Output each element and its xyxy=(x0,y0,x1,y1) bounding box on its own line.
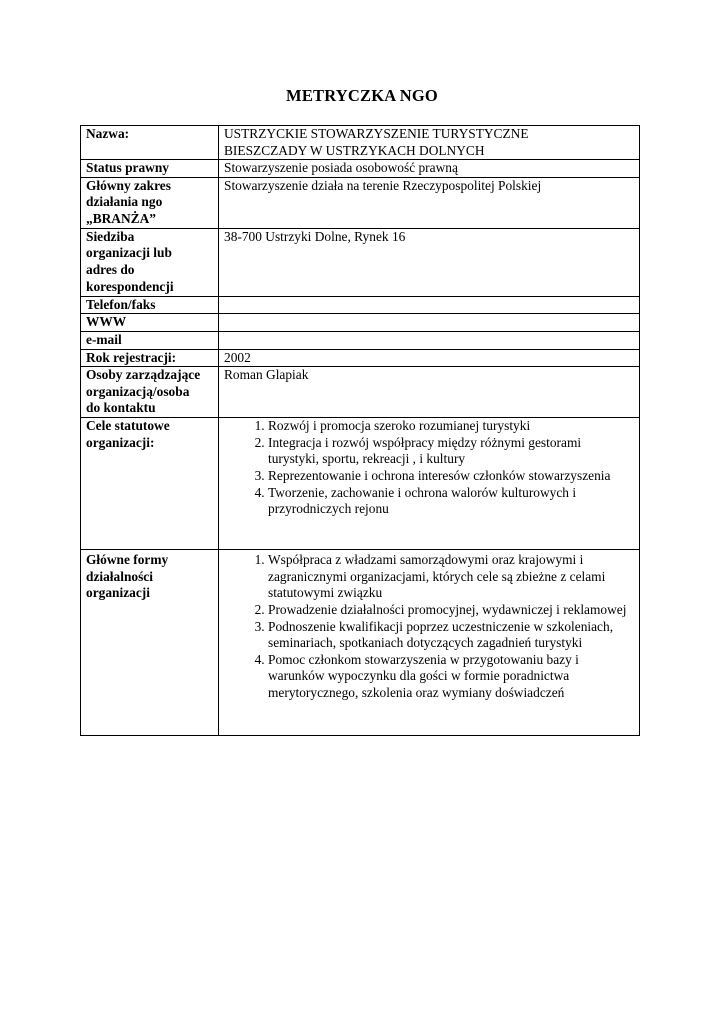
row-osoby xyxy=(81,367,640,418)
formy-list xyxy=(224,552,634,701)
label-rok: Rok rejestracji: xyxy=(81,349,219,367)
label-cele-line2: organizacji: xyxy=(86,434,155,450)
label-www: WWW xyxy=(81,314,219,332)
cele-item-1: 1. Rozwój i promocja szeroko rozumianej turystyki xyxy=(268,418,634,435)
cele-item-2: 2. Integracja i rozwój współpracy między różnymi gestorami turystyki, sportu, rekreacji , i kultury xyxy=(268,435,634,468)
label-siedziba-line2: organizacji lub xyxy=(86,245,172,261)
page-title: METRYCZKA NGO xyxy=(286,86,438,105)
row-rok xyxy=(81,349,640,367)
row-formy xyxy=(81,550,640,736)
row-email xyxy=(81,331,640,349)
label-email: e-mail xyxy=(81,331,219,349)
label-cele-line1: Cele statutowe xyxy=(86,418,170,434)
row-siedziba xyxy=(81,228,640,296)
label-osoby xyxy=(81,367,219,418)
formy-item-1: 1. Współpraca z władzami samorządowymi oraz krajowymi i zagranicznymi organizacjami, których cele są zbieżne z celami statutowymi związku xyxy=(268,552,634,602)
label-status: Status prawny xyxy=(81,160,219,178)
value-cele xyxy=(219,418,640,550)
label-formy-line2: działalności xyxy=(86,568,153,584)
label-formy-line3: organizacji xyxy=(86,585,150,601)
value-telefon xyxy=(219,296,640,314)
row-cele xyxy=(81,418,640,550)
value-email xyxy=(219,331,640,349)
formy-item-2: 2. Prowadzenie działalności promocyjnej, wydawniczej i reklamowej xyxy=(268,602,634,619)
value-nazwa-line1: USTRZYCKIE STOWARZYSZENIE TURYSTYCZNE xyxy=(224,126,529,141)
row-telefon xyxy=(81,296,640,314)
label-zakres-line1: Główny zakres xyxy=(86,177,171,193)
value-formy xyxy=(219,550,640,736)
label-zakres-line3: „BRANŻA” xyxy=(86,210,156,226)
label-siedziba-line4: korespondencji xyxy=(86,278,174,294)
value-nazwa-line2: BIESZCZADY W USTRZYKACH DOLNYCH xyxy=(224,142,485,158)
value-zakres: Stowarzyszenie działa na terenie Rzeczypospolitej Polskiej xyxy=(219,177,640,228)
label-zakres xyxy=(81,177,219,228)
label-formy xyxy=(81,550,219,736)
cele-list xyxy=(224,418,634,518)
formy-item-3: 3. Podnoszenie kwalifikacji poprzez uczestniczenie w szkoleniach, seminariach, spotkaniach dotyczących zagadnień turystyki xyxy=(268,619,634,652)
row-www xyxy=(81,314,640,332)
value-nazwa xyxy=(219,126,640,160)
cele-item-3: 3. Reprezentowanie i ochrona interesów członków stowarzyszenia xyxy=(268,468,634,485)
formy-item-4: 4. Pomoc członkom stowarzyszenia w przygotowaniu bazy i warunków wypoczynku dla gości w formie poradnictwa merytorycznego, szkolenia oraz wymiany doświadczeń xyxy=(268,652,634,702)
label-osoby-line1: Osoby zarządzające xyxy=(86,367,201,383)
value-www xyxy=(219,314,640,332)
label-nazwa: Nazwa: xyxy=(81,126,219,160)
value-siedziba: 38-700 Ustrzyki Dolne, Rynek 16 xyxy=(219,228,640,296)
row-nazwa xyxy=(81,126,640,160)
label-formy-line1: Główne formy xyxy=(86,552,169,568)
label-siedziba xyxy=(81,228,219,296)
label-osoby-line3: do kontaktu xyxy=(86,400,156,416)
label-osoby-line2: organizacją/osoba xyxy=(86,383,190,399)
row-zakres xyxy=(81,177,640,228)
cele-item-4: 4. Tworzenie, zachowanie i ochrona walorów kulturowych i przyrodniczych rejonu xyxy=(268,485,634,518)
ngo-metrics-table xyxy=(80,125,640,736)
label-telefon: Telefon/faks xyxy=(81,296,219,314)
row-status xyxy=(81,160,640,178)
label-siedziba-line3: adres do xyxy=(86,261,135,277)
value-osoby: Roman Glapiak xyxy=(219,367,640,418)
label-cele xyxy=(81,418,219,550)
label-zakres-line2: działania ngo xyxy=(86,194,163,210)
value-status: Stowarzyszenie posiada osobowość prawną xyxy=(219,160,640,178)
value-rok: 2002 xyxy=(219,349,640,367)
label-siedziba-line1: Siedziba xyxy=(86,228,135,244)
